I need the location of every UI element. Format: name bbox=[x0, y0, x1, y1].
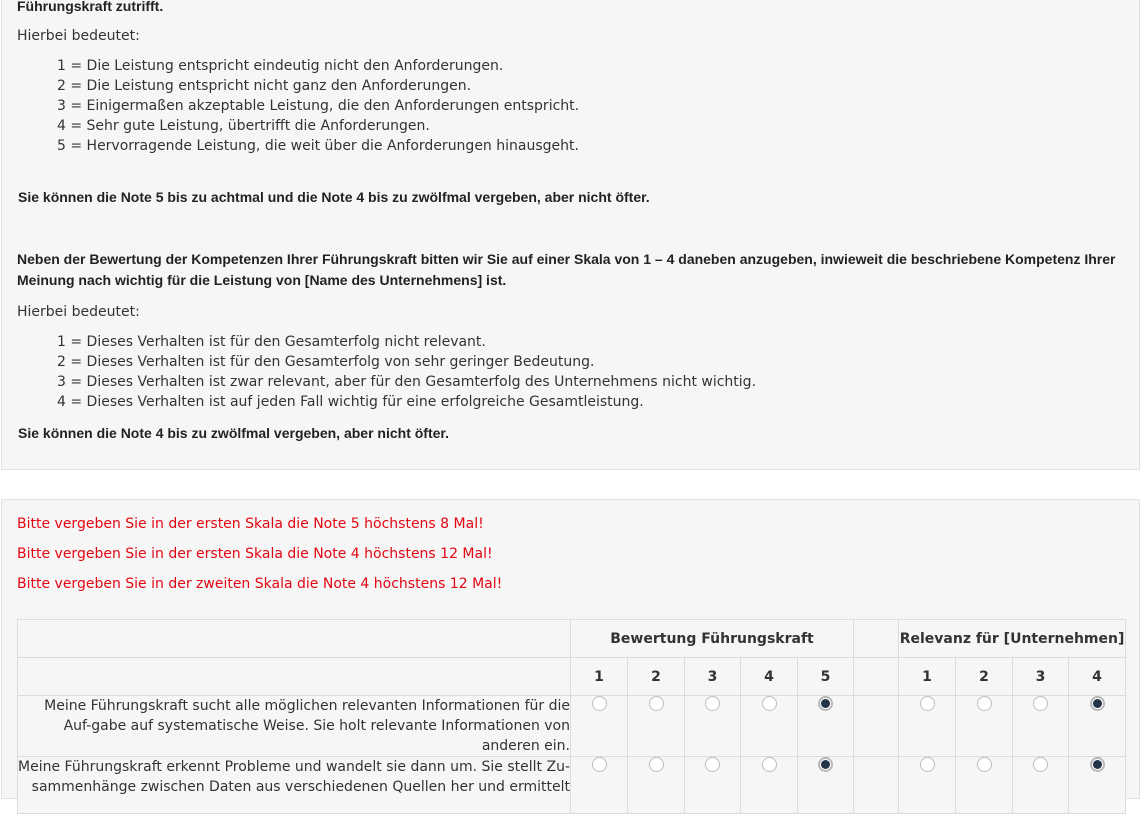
radio-relevance-3[interactable] bbox=[1033, 696, 1048, 711]
question-text: Meine Führungskraft erkennt Probleme und wandelt sie dann um. Sie stellt Zu-sammenhänge zwischen Daten aus verschiedenen Quellen her und ermittelt bbox=[18, 757, 571, 814]
scale1-item-2: 2 = Die Leistung entspricht nicht ganz den Anforderungen. bbox=[57, 78, 472, 94]
radio-relevance-2[interactable] bbox=[977, 757, 992, 772]
scale2-item-1: 1 = Dieses Verhalten ist für den Gesamterfolg nicht relevant. bbox=[57, 334, 486, 350]
radio-rating-4[interactable] bbox=[762, 696, 777, 711]
col-header-relevance-2: 2 bbox=[956, 658, 1013, 696]
radio-relevance-1[interactable] bbox=[920, 757, 935, 772]
scale1-item-4: 4 = Sehr gute Leistung, übertrifft die Anforderungen. bbox=[57, 118, 430, 134]
scale1-item-1: 1 = Die Leistung entspricht eindeutig nicht den Anforderungen. bbox=[57, 58, 504, 74]
matrix-spacer bbox=[854, 757, 899, 814]
matrix-spacer bbox=[854, 620, 899, 658]
matrix-spacer bbox=[854, 696, 899, 757]
col-header-relevance-3: 3 bbox=[1013, 658, 1069, 696]
limit-note-2: Sie können die Note 4 bis zu zwölfmal vergeben, aber nicht öfter. bbox=[18, 425, 449, 441]
radio-relevance-1[interactable] bbox=[920, 696, 935, 711]
radio-rating-3[interactable] bbox=[705, 757, 720, 772]
group-header-rating: Bewertung Führungskraft bbox=[571, 620, 854, 658]
radio-rating-5[interactable] bbox=[818, 757, 833, 772]
meaning-label-2: Hierbei bedeutet: bbox=[17, 304, 140, 320]
col-header-rating-3: 3 bbox=[685, 658, 741, 696]
radio-relevance-3[interactable] bbox=[1033, 757, 1048, 772]
instructions-heading-fragment: Führungskraft zutrifft. bbox=[17, 0, 164, 14]
matrix-subcorner bbox=[18, 658, 571, 696]
col-header-rating-5: 5 bbox=[798, 658, 854, 696]
radio-rating-1[interactable] bbox=[592, 696, 607, 711]
col-header-rating-2: 2 bbox=[628, 658, 685, 696]
scale2-item-2: 2 = Dieses Verhalten ist für den Gesamterfolg von sehr geringer Bedeutung. bbox=[57, 354, 595, 370]
radio-relevance-4[interactable] bbox=[1090, 696, 1105, 711]
radio-rating-5[interactable] bbox=[818, 696, 833, 711]
col-header-rating-4: 4 bbox=[741, 658, 798, 696]
radio-rating-3[interactable] bbox=[705, 696, 720, 711]
error-message-1: Bitte vergeben Sie in der ersten Skala die Note 5 höchstens 8 Mal! bbox=[17, 516, 484, 532]
limit-note-1: Sie können die Note 5 bis zu achtmal und die Note 4 bis zu zwölfmal vergeben, aber nicht öfter. bbox=[18, 189, 650, 205]
table-row bbox=[18, 757, 1126, 814]
error-message-3: Bitte vergeben Sie in der zweiten Skala die Note 4 höchstens 12 Mal! bbox=[17, 576, 503, 592]
scale1-item-3: 3 = Einigermaßen akzeptable Leistung, die den Anforderungen entspricht. bbox=[57, 98, 580, 114]
col-header-rating-1: 1 bbox=[571, 658, 628, 696]
scale2-item-3: 3 = Dieses Verhalten ist zwar relevant, aber für den Gesamterfolg des Unternehmens nicht wichtig. bbox=[57, 374, 757, 390]
table-row bbox=[18, 696, 1126, 757]
error-message-2: Bitte vergeben Sie in der ersten Skala die Note 4 höchstens 12 Mal! bbox=[17, 546, 493, 562]
radio-rating-1[interactable] bbox=[592, 757, 607, 772]
scale1-item-5: 5 = Hervorragende Leistung, die weit über die Anforderungen hinausgeht. bbox=[57, 138, 579, 154]
radio-rating-4[interactable] bbox=[762, 757, 777, 772]
matrix-spacer bbox=[854, 658, 899, 696]
col-header-relevance-1: 1 bbox=[899, 658, 956, 696]
radio-rating-2[interactable] bbox=[649, 757, 664, 772]
radio-relevance-4[interactable] bbox=[1090, 757, 1105, 772]
question-text: Meine Führungskraft sucht alle möglichen relevanten Informationen für die Auf-gabe auf systematische Weise. Sie holt relevante Informationen von anderen ein. bbox=[18, 696, 571, 757]
radio-rating-2[interactable] bbox=[649, 696, 664, 711]
col-header-relevance-4: 4 bbox=[1069, 658, 1126, 696]
matrix-corner bbox=[18, 620, 571, 658]
rating-matrix bbox=[17, 619, 1126, 814]
group-header-relevance: Relevanz für [Unternehmen] bbox=[899, 620, 1126, 658]
scale2-item-4: 4 = Dieses Verhalten ist auf jeden Fall wichtig für eine erfolgreiche Gesamtleistung. bbox=[57, 394, 644, 410]
relevance-intro: Neben der Bewertung der Kompetenzen Ihrer Führungskraft bitten wir Sie auf einer Skala von 1 – 4 daneben anzugeben, inwieweit die beschriebene Kompetenz Ihrer Meinung nach wichtig für die Leistung von [Name des Unternehmens] ist. bbox=[17, 251, 1116, 288]
meaning-label: Hierbei bedeutet: bbox=[17, 28, 140, 44]
radio-relevance-2[interactable] bbox=[977, 696, 992, 711]
